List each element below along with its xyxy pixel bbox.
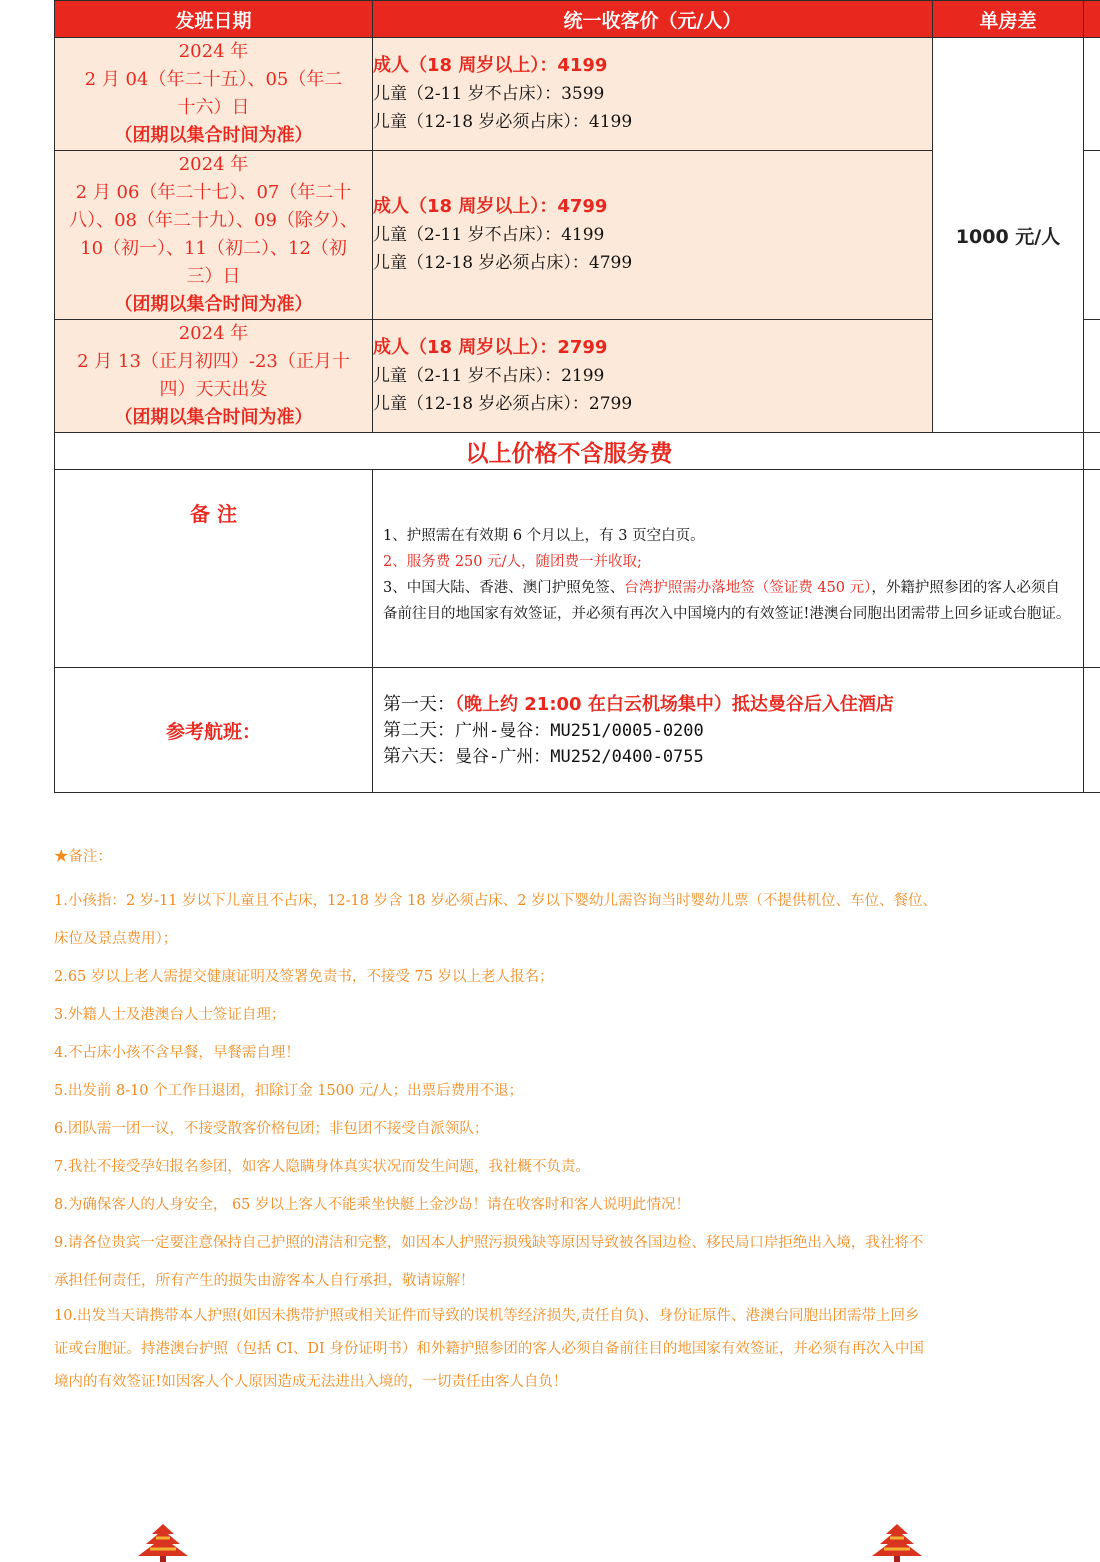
date-line: 10（初一）、11（初二）、12（初 (55, 235, 372, 263)
table-row (55, 38, 1100, 151)
adult-price: 成人（18 周岁以上）：4199 (373, 52, 932, 80)
remark-item-highlight: 台湾护照需办落地签（签证费 450 元） (624, 580, 871, 596)
extra-cell (1084, 320, 1100, 433)
date-line: 2024 年 (55, 320, 372, 348)
notes-title: ★备注： (54, 842, 1054, 872)
date-note: （团期以集合时间为准） (55, 291, 372, 319)
remarks-body (373, 470, 1084, 668)
note-item: 证或台胞证。持港澳台护照（包括 CI、DI 身份证明书）和外籍护照参团的客人必须自备前往目的地国家有效签证，并必须有再次入中国 (54, 1333, 1054, 1366)
child-price-no-bed: 儿童（2-11 岁不占床）：2199 (373, 362, 932, 390)
single-supplement-cell: 1000 元/人 (933, 38, 1084, 433)
remarks-label: 备 注 (55, 470, 373, 668)
header-extra (1084, 1, 1100, 38)
remark-item: 1、护照需在有效期 6 个月以上，有 3 页空白页。 (383, 523, 1073, 549)
flight-day6-text: 曼谷-广州：MU252/0400-0755 (455, 747, 704, 767)
remark-item-text: 3、中国大陆、香港、澳门护照免签、 (383, 580, 624, 596)
adult-price: 成人（18 周岁以上）：4799 (373, 193, 932, 221)
adult-price: 成人（18 周岁以上）：2799 (373, 334, 932, 362)
flights-body (373, 668, 1084, 793)
departure-date-cell (55, 151, 373, 320)
flight-day6 (383, 744, 1073, 770)
remark-item: 2、服务费 250 元/人，随团费一并收取; (383, 549, 1073, 575)
child-price-no-bed: 儿童（2-11 岁不占床）：4199 (373, 221, 932, 249)
note-item: 3.外籍人士及港澳台人士签证自理； (54, 996, 1054, 1034)
note-item: 床位及景点费用）； (54, 920, 1054, 958)
service-fee-notice: 以上价格不含服务费 (55, 433, 1084, 470)
note-item: 承担任何责任，所有产生的损失由游客本人自行承担，敬请谅解！ (54, 1262, 1054, 1300)
note-item: 5.出发前 8-10 个工作日退团，扣除订金 1500 元/人；出票后费用不退； (54, 1072, 1054, 1110)
flight-day1 (383, 692, 1073, 718)
remark-item (383, 575, 1073, 627)
remark-item-text: ，外籍护照参团的客人必须自备前往目的地国家有效签证，并必须有再次入中国境内的有效签证!港澳台同胞出团需带上回乡证或台胞证。 (383, 580, 1070, 622)
note-item: 7.我社不接受孕妇报名参团，如客人隐瞒身体真实状况而发生问题，我社概不负责。 (54, 1148, 1054, 1186)
date-line: 2 月 04（年二十五）、05（年二 (55, 66, 372, 94)
child-price-bed: 儿童（12-18 岁必须占床）：2799 (373, 390, 932, 418)
extra-cell (1084, 470, 1100, 668)
note-item: 4.不占床小孩不含早餐，早餐需自理！ (54, 1034, 1054, 1072)
header-date: 发班日期 (55, 1, 373, 38)
departure-date-cell (55, 38, 373, 151)
date-line: 四）天天出发 (55, 376, 372, 404)
extra-cell (1084, 151, 1100, 320)
note-item: 6.团队需一团一议，不接受散客价格包团；非包团不接受自派领队； (54, 1110, 1054, 1148)
flights-row (55, 668, 1100, 793)
date-line: 三）日 (55, 263, 372, 291)
extra-cell (1084, 38, 1100, 151)
table-header-row (55, 1, 1100, 38)
flight-day2 (383, 718, 1073, 744)
flights-label: 参考航班： (55, 668, 373, 793)
notice-row (55, 433, 1100, 470)
child-price-bed: 儿童（12-18 岁必须占床）：4199 (373, 108, 932, 136)
date-line: 2024 年 (55, 38, 372, 66)
price-cell (373, 320, 933, 433)
remarks-row (55, 470, 1100, 668)
flight-day2-text: 广州-曼谷：MU251/0005-0200 (455, 721, 704, 741)
flight-day1-text: （晚上约 21:00 在白云机场集中）抵达曼谷后入住酒店 (455, 694, 894, 715)
date-line: 2 月 13（正月初四）-23（正月十 (55, 348, 372, 376)
flight-day-label: 第六天： (383, 746, 455, 767)
note-item: 1.小孩指：2 岁-11 岁以下儿童且不占床，12-18 岁含 18 岁必须占床、2 岁以下婴幼儿需咨询当时婴幼儿票（不提供机位、车位、餐位、 (54, 882, 1054, 920)
price-cell (373, 151, 933, 320)
flight-day-label: 第一天： (383, 694, 455, 715)
child-price-bed: 儿童（12-18 岁必须占床）：4799 (373, 249, 932, 277)
flight-day-label: 第二天： (383, 720, 455, 741)
note-item: 10.出发当天请携带本人护照(如因未携带护照或相关证件而导致的误机等经济损失,责任自负)、身份证原件、港澳台同胞出团需带上回乡 (54, 1300, 1054, 1333)
price-table (54, 0, 1100, 793)
date-note: （团期以集合时间为准） (55, 122, 372, 150)
note-item: 境内的有效签证!如因客人个人原因造成无法进出入境的，一切责任由客人自负！ (54, 1366, 1054, 1399)
price-cell (373, 38, 933, 151)
header-single-supplement: 单房差 (933, 1, 1084, 38)
pagoda-ornament-icon (868, 1522, 926, 1562)
date-line: 八）、08（年二十九）、09（除夕）、 (55, 207, 372, 235)
departure-date-cell (55, 320, 373, 433)
notes-section (54, 842, 1054, 1399)
note-item: 8.为确保客人的人身安全， 65 岁以上客人不能乘坐快艇上金沙岛！请在收客时和客人说明此情况！ (54, 1186, 1054, 1224)
date-note: （团期以集合时间为准） (55, 404, 372, 432)
child-price-no-bed: 儿童（2-11 岁不占床）：3599 (373, 80, 932, 108)
date-line: 十六）日 (55, 94, 372, 122)
header-price: 统一收客价（元/人） (373, 1, 933, 38)
date-line: 2 月 06（年二十七）、07（年二十 (55, 179, 372, 207)
extra-cell (1084, 433, 1100, 470)
note-item: 2.65 岁以上老人需提交健康证明及签署免责书，不接受 75 岁以上老人报名； (54, 958, 1054, 996)
date-line: 2024 年 (55, 151, 372, 179)
extra-cell (1084, 668, 1100, 793)
pagoda-ornament-icon (134, 1522, 192, 1562)
note-item: 9.请各位贵宾一定要注意保持自己护照的清洁和完整，如因本人护照污损残缺等原因导致被各国边检、移民局口岸拒绝出入境，我社将不 (54, 1224, 1054, 1262)
